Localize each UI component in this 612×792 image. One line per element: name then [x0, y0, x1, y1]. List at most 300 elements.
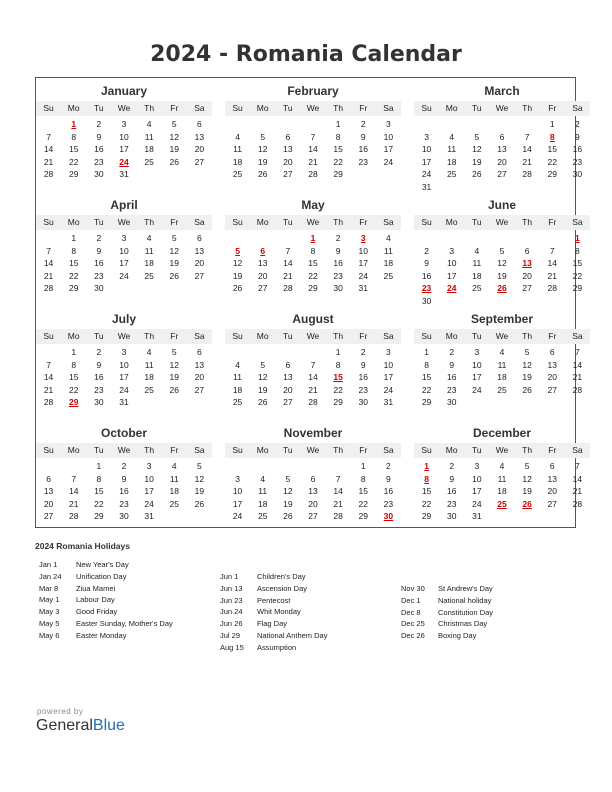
holiday-name: Christmas Day [438, 619, 488, 629]
holiday-date: Jun 1 [220, 572, 239, 581]
holiday-row [220, 618, 327, 630]
day-cell: 1 [335, 119, 341, 129]
day-cell: 15 [572, 258, 583, 269]
holiday-day: 23 [421, 283, 432, 294]
empty-cell [36, 118, 61, 131]
day-cell: 8 [310, 245, 316, 256]
day-grid [414, 460, 590, 523]
day-cell: 27 [522, 283, 532, 294]
day-cell: 30 [119, 511, 129, 522]
day-cell: 6 [499, 131, 505, 142]
month-name: December [472, 426, 532, 440]
day-cell: 27 [194, 270, 205, 281]
weekday-label: Su [232, 331, 243, 341]
day-cell: 20 [547, 372, 557, 383]
day-cell: 2 [335, 233, 341, 243]
day-cell: 6 [197, 119, 202, 129]
day-cell: 28 [308, 169, 318, 180]
day-cell: 15 [68, 258, 79, 269]
month-name: April [110, 198, 138, 212]
day-cell: 11 [233, 144, 242, 155]
day-cell: 10 [358, 245, 368, 256]
day-cell: 25 [446, 169, 457, 180]
holiday-day: 25 [497, 498, 507, 509]
day-grid [225, 118, 401, 181]
generalblue-logo[interactable] [36, 717, 125, 735]
holiday-row [401, 583, 493, 595]
weekday-label: We [306, 103, 320, 113]
day-cell: 9 [121, 473, 127, 484]
day-cell: 28 [522, 169, 532, 180]
day-cell: 23 [446, 384, 457, 395]
empty-cell [225, 460, 250, 473]
day-cell: 27 [497, 169, 507, 180]
empty-cell [464, 232, 489, 245]
holiday-date: Jun 23 [220, 595, 243, 605]
day-grid [414, 118, 590, 194]
day-cell: 13 [547, 359, 557, 370]
holiday-row [220, 583, 327, 595]
weekday-label: Th [522, 445, 533, 455]
day-grid [225, 346, 401, 409]
day-cell: 1 [549, 119, 555, 129]
month-march [414, 83, 590, 194]
weekday-label: Tu [283, 217, 293, 227]
empty-cell [489, 232, 514, 245]
day-cell: 8 [360, 473, 366, 484]
day-cell: 4 [146, 233, 152, 243]
weekday-header [36, 443, 212, 458]
day-cell: 10 [119, 245, 129, 256]
day-cell: 12 [497, 258, 507, 269]
day-cell: 5 [260, 131, 266, 142]
holiday-row [401, 607, 493, 619]
day-cell: 10 [144, 473, 154, 484]
weekday-label: We [306, 217, 320, 227]
day-cell: 29 [68, 169, 79, 180]
day-cell: 17 [383, 144, 394, 155]
holiday-date: Mar 8 [39, 583, 59, 593]
holiday-name: Assumption [257, 642, 297, 652]
holiday-row [401, 595, 493, 607]
empty-cell [225, 346, 250, 359]
holiday-day: 15 [333, 372, 343, 383]
day-cell: 29 [68, 283, 79, 294]
day-cell: 5 [285, 473, 291, 484]
day-cell: 31 [421, 181, 432, 192]
holiday-date: Jan 24 [39, 571, 62, 581]
day-cell: 19 [169, 144, 179, 155]
weekday-label: Sa [383, 217, 394, 227]
weekday-label: Mo [445, 103, 458, 113]
holiday-date: Jun 26 [220, 619, 243, 629]
brand-general: General [36, 717, 93, 734]
weekday-label: Th [522, 331, 533, 341]
calendar-frame [35, 77, 583, 528]
day-cell: 31 [472, 511, 482, 522]
day-cell: 6 [285, 359, 291, 370]
day-cell: 30 [421, 295, 432, 306]
holiday-row [220, 642, 327, 654]
weekday-label: Su [43, 103, 54, 113]
holiday-row [220, 571, 327, 583]
weekday-header [414, 329, 590, 344]
day-cell: 4 [499, 461, 505, 471]
weekday-label: Sa [572, 217, 583, 227]
month-january [36, 83, 212, 181]
weekday-label: Fr [170, 217, 179, 227]
day-cell: 25 [144, 270, 154, 281]
day-cell: 18 [446, 156, 457, 167]
weekday-label: Tu [472, 445, 482, 455]
day-cell: 29 [333, 397, 343, 408]
day-cell: 21 [68, 498, 79, 509]
day-cell: 21 [308, 384, 318, 395]
holiday-name: St Andrew's Day [438, 584, 493, 593]
day-cell: 31 [358, 283, 368, 294]
day-cell: 26 [232, 283, 243, 294]
page-title: 2024 - Romania Calendar [150, 42, 462, 67]
day-grid [36, 232, 212, 295]
day-cell: 22 [572, 270, 583, 281]
holiday-row [39, 630, 173, 642]
day-cell: 10 [119, 131, 129, 142]
day-cell: 29 [572, 283, 583, 294]
holiday-date: Nov 30 [401, 584, 425, 593]
holiday-name: National holiday [438, 595, 492, 605]
day-cell: 13 [194, 131, 205, 142]
empty-cell [300, 118, 325, 131]
day-cell: 21 [572, 372, 583, 383]
weekday-label: Fr [170, 331, 179, 341]
weekday-label: Fr [548, 217, 557, 227]
day-cell: 5 [499, 245, 505, 256]
weekday-label: We [495, 103, 509, 113]
day-cell: 3 [121, 119, 127, 129]
powered-by-text: powered by [37, 707, 84, 716]
weekday-label: Tu [94, 445, 104, 455]
day-cell: 30 [358, 397, 368, 408]
day-cell: 16 [421, 270, 432, 281]
weekday-label: Th [522, 217, 533, 227]
weekday-label: Mo [445, 217, 458, 227]
weekday-label: Mo [67, 103, 80, 113]
day-cell: 19 [257, 156, 268, 167]
day-cell: 5 [171, 119, 177, 129]
day-cell: 18 [144, 258, 154, 269]
empty-cell [326, 460, 351, 473]
day-cell: 17 [383, 372, 394, 383]
holiday-column-2 [220, 571, 327, 654]
empty-cell [225, 232, 250, 245]
day-cell: 16 [94, 258, 104, 269]
day-cell: 6 [549, 347, 555, 357]
day-cell: 3 [235, 473, 240, 484]
empty-cell [414, 232, 439, 245]
month-november [225, 425, 401, 523]
day-cell: 9 [96, 245, 102, 256]
holiday-name: Labour Day [76, 595, 115, 605]
day-cell: 23 [119, 498, 129, 509]
holiday-name: Ascension Day [257, 583, 308, 593]
weekday-label: Sa [383, 331, 394, 341]
weekday-label: Su [43, 445, 54, 455]
weekday-header [225, 329, 401, 344]
day-grid [225, 460, 401, 523]
day-cell: 1 [360, 461, 366, 471]
weekday-label: Sa [572, 445, 583, 455]
month-name: October [100, 426, 147, 440]
day-cell: 24 [383, 384, 394, 395]
month-name: November [283, 426, 343, 440]
day-cell: 23 [333, 270, 343, 281]
weekday-label: Th [522, 103, 533, 113]
day-grid [36, 118, 212, 181]
day-cell: 14 [43, 372, 54, 383]
weekday-label: Mo [256, 331, 269, 341]
day-cell: 14 [522, 144, 532, 155]
day-cell: 7 [71, 473, 77, 484]
day-cell: 23 [572, 156, 583, 167]
weekday-label: Tu [94, 217, 104, 227]
day-cell: 17 [232, 498, 243, 509]
holiday-date: May 5 [39, 618, 60, 628]
day-cell: 19 [169, 258, 179, 269]
weekday-label: We [117, 445, 131, 455]
holiday-day: 24 [446, 283, 457, 294]
day-cell: 3 [121, 347, 127, 357]
day-cell: 11 [447, 144, 457, 155]
empty-cell [61, 460, 86, 473]
holiday-name: Constitution Day [438, 607, 494, 617]
day-cell: 30 [94, 397, 104, 408]
day-cell: 7 [46, 245, 51, 256]
day-cell: 12 [169, 245, 179, 256]
day-cell: 17 [119, 258, 129, 269]
month-name: July [111, 312, 136, 326]
weekday-label: We [495, 217, 509, 227]
day-cell: 28 [572, 384, 583, 395]
weekday-label: Sa [383, 103, 394, 113]
weekday-label: Su [421, 331, 432, 341]
weekday-label: We [495, 331, 509, 341]
day-cell: 25 [144, 384, 154, 395]
day-cell: 2 [449, 347, 455, 357]
day-cell: 5 [524, 461, 530, 471]
weekday-label: Tu [472, 217, 482, 227]
day-cell: 14 [68, 486, 79, 497]
day-cell: 24 [119, 384, 129, 395]
day-cell: 11 [144, 359, 154, 370]
day-cell: 26 [257, 397, 268, 408]
empty-cell [250, 232, 275, 245]
day-cell: 21 [522, 156, 532, 167]
month-october [36, 425, 212, 523]
weekday-label: Sa [572, 331, 583, 341]
day-cell: 30 [333, 283, 343, 294]
day-cell: 19 [522, 486, 532, 497]
month-february [225, 83, 401, 181]
day-cell: 16 [94, 144, 104, 155]
empty-cell [515, 118, 540, 131]
day-cell: 12 [283, 486, 293, 497]
month-may [225, 197, 401, 295]
empty-cell [36, 232, 61, 245]
day-cell: 22 [68, 384, 79, 395]
day-cell: 19 [472, 156, 482, 167]
day-cell: 24 [421, 169, 432, 180]
day-cell: 26 [194, 498, 205, 509]
weekday-label: Th [333, 331, 344, 341]
day-cell: 20 [497, 156, 507, 167]
day-grid [414, 232, 590, 308]
day-cell: 29 [358, 511, 368, 522]
holiday-row [39, 606, 173, 618]
holiday-day: 26 [497, 283, 507, 294]
day-cell: 17 [472, 486, 482, 497]
empty-cell [250, 118, 275, 131]
holiday-row [220, 606, 327, 618]
day-cell: 11 [384, 245, 393, 256]
empty-cell [36, 460, 61, 473]
empty-cell [414, 118, 439, 131]
day-cell: 2 [96, 119, 102, 129]
day-cell: 19 [257, 384, 268, 395]
day-cell: 4 [146, 347, 152, 357]
weekday-header [225, 443, 401, 458]
day-cell: 11 [144, 245, 154, 256]
day-cell: 17 [119, 144, 129, 155]
holiday-row [39, 583, 173, 595]
day-cell: 3 [386, 119, 391, 129]
day-cell: 15 [333, 144, 343, 155]
day-cell: 2 [121, 461, 127, 471]
holiday-date: May 3 [39, 607, 60, 617]
weekday-label: Mo [67, 445, 80, 455]
day-cell: 11 [258, 486, 268, 497]
day-cell: 1 [71, 347, 77, 357]
day-cell: 11 [144, 131, 154, 142]
day-cell: 30 [572, 169, 583, 180]
weekday-label: Mo [256, 445, 269, 455]
day-grid [36, 460, 212, 523]
day-cell: 5 [474, 131, 480, 142]
day-cell: 15 [94, 486, 104, 497]
day-cell: 2 [360, 119, 366, 129]
day-cell: 18 [144, 144, 154, 155]
holiday-name: Good Friday [76, 607, 118, 617]
holiday-date: Dec 26 [401, 631, 425, 641]
day-cell: 30 [446, 397, 457, 408]
day-cell: 4 [449, 131, 455, 142]
day-cell: 12 [169, 131, 179, 142]
day-cell: 15 [421, 486, 432, 497]
day-cell: 8 [424, 359, 429, 370]
day-cell: 20 [283, 156, 293, 167]
day-cell: 1 [96, 461, 102, 471]
day-cell: 25 [232, 169, 243, 180]
weekday-label: Th [144, 217, 155, 227]
day-cell: 30 [94, 283, 104, 294]
day-cell: 23 [446, 498, 457, 509]
day-cell: 10 [383, 359, 394, 370]
day-cell: 12 [472, 144, 482, 155]
day-cell: 13 [43, 486, 54, 497]
holiday-name: Easter Monday [76, 630, 127, 640]
day-cell: 3 [386, 347, 391, 357]
day-cell: 22 [68, 156, 79, 167]
weekday-label: Tu [472, 103, 482, 113]
weekday-label: Sa [194, 445, 205, 455]
holiday-day: 6 [260, 245, 266, 256]
holiday-row [39, 594, 173, 606]
weekday-label: Tu [283, 331, 293, 341]
holiday-date: May 6 [39, 630, 60, 640]
weekday-label: Fr [548, 445, 557, 455]
weekday-header [225, 215, 401, 230]
day-cell: 7 [285, 245, 291, 256]
holidays-title: 2024 Romania Holidays [35, 541, 130, 551]
day-cell: 22 [68, 270, 79, 281]
day-cell: 26 [472, 169, 482, 180]
day-cell: 22 [421, 384, 432, 395]
day-cell: 14 [283, 258, 293, 269]
day-cell: 14 [572, 359, 583, 370]
weekday-label: Su [232, 103, 243, 113]
day-cell: 10 [232, 486, 243, 497]
empty-cell [275, 118, 300, 131]
month-name: August [292, 312, 334, 326]
weekday-label: Tu [283, 445, 293, 455]
holiday-row [401, 630, 493, 642]
weekday-label: Sa [194, 331, 205, 341]
day-cell: 22 [94, 498, 104, 509]
day-cell: 29 [308, 283, 318, 294]
day-cell: 14 [308, 372, 318, 383]
weekday-label: Su [421, 103, 432, 113]
day-cell: 7 [310, 131, 316, 142]
day-cell: 8 [96, 473, 102, 484]
day-cell: 27 [257, 283, 268, 294]
day-cell: 28 [68, 511, 79, 522]
holiday-day: 8 [424, 473, 429, 484]
holiday-day: 1 [310, 233, 316, 243]
weekday-header [414, 101, 590, 116]
holiday-row [401, 618, 493, 630]
day-cell: 3 [449, 245, 455, 256]
day-cell: 18 [257, 498, 268, 509]
weekday-label: Tu [283, 103, 293, 113]
day-cell: 27 [43, 511, 54, 522]
weekday-label: Mo [67, 217, 80, 227]
day-cell: 19 [497, 270, 507, 281]
day-cell: 10 [421, 144, 432, 155]
day-cell: 11 [169, 473, 179, 484]
day-cell: 2 [575, 119, 580, 129]
empty-cell [225, 118, 250, 131]
month-name: May [301, 198, 325, 212]
weekday-label: Su [43, 331, 54, 341]
day-cell: 14 [333, 486, 343, 497]
weekday-label: Th [333, 445, 344, 455]
day-cell: 12 [522, 359, 532, 370]
day-cell: 24 [472, 384, 482, 395]
day-cell: 4 [260, 473, 266, 484]
day-cell: 19 [169, 372, 179, 383]
empty-cell [36, 346, 61, 359]
day-cell: 17 [358, 258, 368, 269]
day-cell: 28 [43, 397, 54, 408]
